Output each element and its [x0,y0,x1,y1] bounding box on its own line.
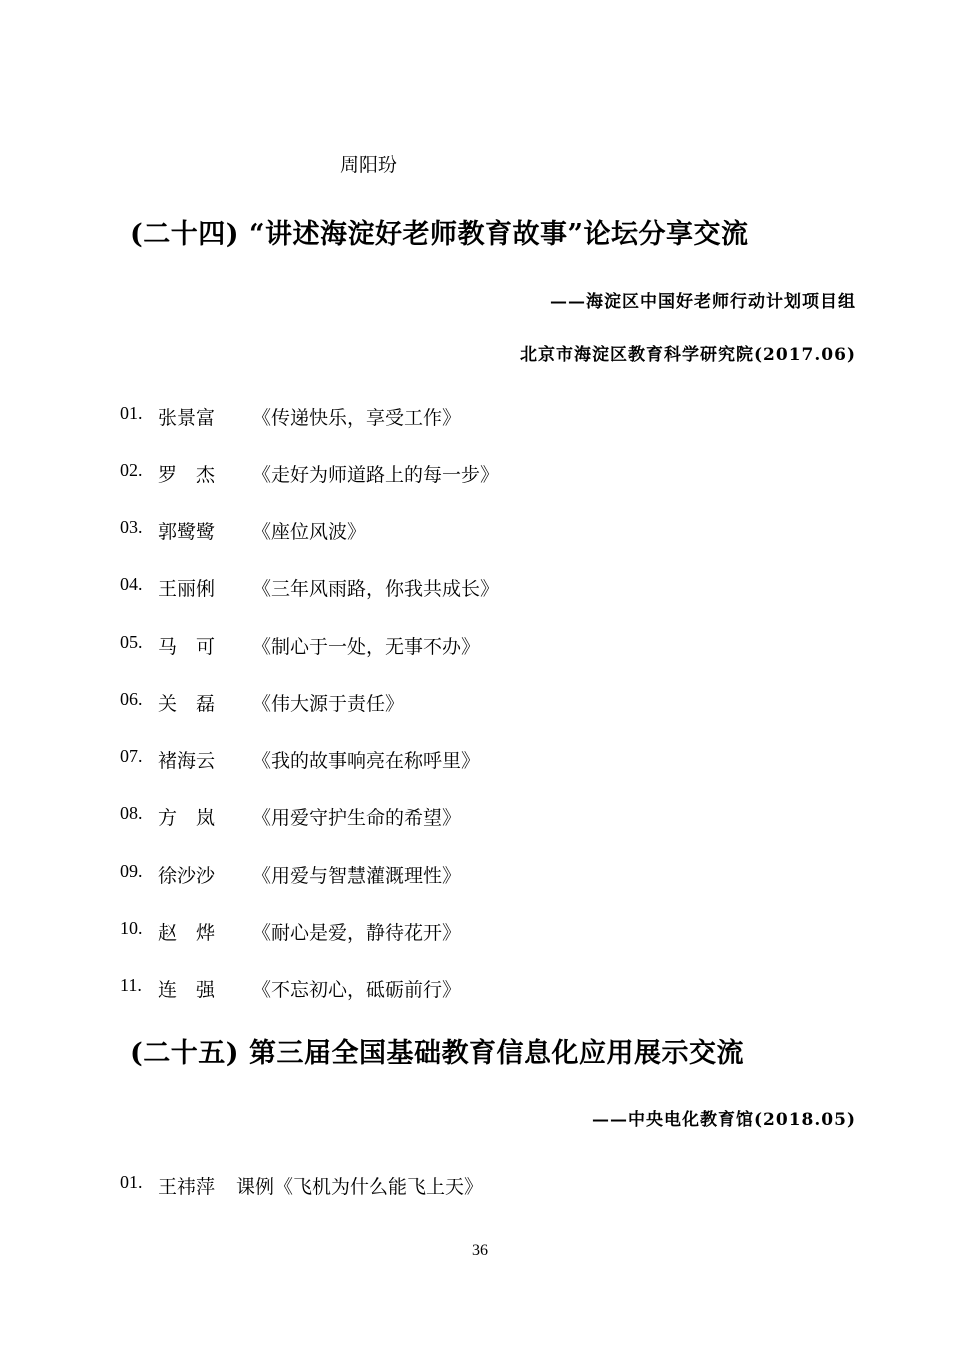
section-24-heading: (二十四) “讲述海淀好老师教育故事”论坛分享交流 [130,219,749,250]
section-24-source-line2: 北京市海淀区教育科学研究院(2017.06) [520,345,856,365]
entry-title: 《制心于一处，无事不办》 [252,636,481,658]
entry-number: 04. [120,574,143,594]
entry-number: 06. [120,689,143,709]
entry-title: 《耐心是爱，静待花开》 [252,922,462,944]
entry-title: 《用爱与智慧灌溉理性》 [252,865,462,887]
page-number: 36 [472,1242,488,1259]
entry-title: 《用爱守护生命的希望》 [252,807,462,829]
entry-title: 《我的故事响亮在称呼里》 [252,750,481,772]
entry-number: 01. [120,1172,143,1192]
entry-number: 05. [120,632,143,652]
entry-number: 02. [120,460,143,480]
entry-name: 马 可 [158,636,216,658]
entry-title: 《传递快乐，享受工作》 [252,407,462,429]
section-24-source-line1: ——海淀区中国好老师行动计划项目组 [550,292,856,312]
entry-number: 09. [120,861,143,881]
section-25-heading: (二十五) 第三届全国基础教育信息化应用展示交流 [130,1038,744,1069]
entry-name: 罗 杰 [158,464,216,486]
section-25-source-line1: ——中央电化教育馆(2018.05) [592,1110,856,1130]
entry-name: 连 强 [158,979,216,1001]
entry-number: 11. [120,975,142,995]
entry-title: 课例《飞机为什么能飞上天》 [236,1176,484,1198]
entry-title: 《不忘初心，砥砺前行》 [252,979,462,1001]
top-name: 周阳玢 [340,154,398,176]
entry-number: 01. [120,403,143,423]
entry-name: 王祎萍 [158,1176,216,1198]
entry-name: 王丽俐 [158,578,216,600]
entry-title: 《座位风波》 [252,521,367,543]
entry-title: 《三年风雨路，你我共成长》 [252,578,500,600]
entry-number: 07. [120,746,143,766]
entry-number: 08. [120,803,143,823]
entry-name: 张景富 [158,407,216,429]
entry-title: 《走好为师道路上的每一步》 [252,464,500,486]
entry-number: 10. [120,918,143,938]
entry-name: 赵 烨 [158,922,216,944]
entry-title: 《伟大源于责任》 [252,693,405,715]
entry-name: 关 磊 [158,693,216,715]
entry-number: 03. [120,517,143,537]
entry-name: 郭鹭鹭 [158,521,216,543]
entry-name: 褚海云 [158,750,216,772]
entry-name: 徐沙沙 [158,865,216,887]
entry-name: 方 岚 [158,807,216,829]
